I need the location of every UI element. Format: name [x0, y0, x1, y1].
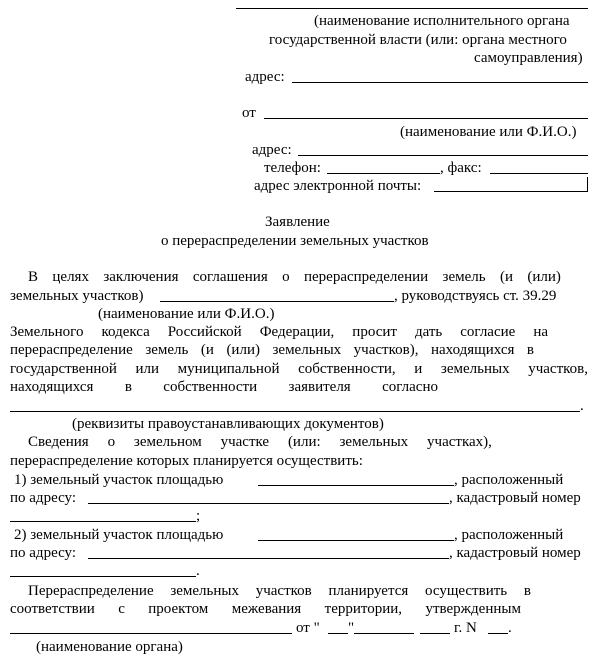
authority-caption-1: (наименование исполнительного органа: [314, 13, 570, 29]
address2-label: адрес:: [252, 142, 292, 158]
item2-end: .: [196, 563, 200, 579]
email-field[interactable]: [434, 191, 588, 192]
item1-address-field[interactable]: [88, 503, 449, 504]
p1-line2-start: земельных участков): [10, 288, 144, 304]
p3-from: от ": [296, 620, 320, 636]
item2-label: 2) земельный участок площадью: [14, 527, 224, 543]
p1-end-dot: .: [580, 398, 584, 414]
item1-address-label: по адресу:: [10, 490, 77, 506]
item2-address-label: по адресу:: [10, 545, 77, 561]
document-title: Заявление: [265, 214, 330, 230]
p2-line2: перераспределение которых планируется осуществить:: [10, 453, 363, 469]
phone-field[interactable]: [327, 173, 440, 174]
p2-line1: Сведения о земельном участке (или: земельных участках),: [28, 434, 492, 450]
authority-caption-3: самоуправления): [474, 50, 583, 66]
authority-name-line[interactable]: [236, 8, 588, 9]
fax-label: , факс:: [440, 160, 482, 176]
item1-label: 1) земельный участок площадью: [14, 472, 224, 488]
item1-cadastral-label: , кадастровый номер: [449, 490, 581, 506]
title-documents-caption: (реквизиты правоустанавливающих документов): [72, 416, 384, 432]
item2-area-field[interactable]: [258, 540, 454, 541]
email-label: адрес электронной почты:: [254, 178, 422, 194]
item2-cadastral-field[interactable]: [10, 576, 196, 577]
p3-line2: соответствии с проектом межевания территории, утвержденным: [10, 601, 521, 617]
from-field[interactable]: [264, 118, 588, 119]
applicant-name-field[interactable]: [160, 301, 394, 302]
p1-line3: Земельного кодекса Российской Федерации, просит дать согласие на: [10, 324, 548, 340]
item2-located: , расположенный: [454, 527, 564, 543]
date-month-field[interactable]: [354, 633, 414, 634]
email-field-end: [587, 177, 588, 191]
item1-cadastral-field[interactable]: [10, 521, 196, 522]
approving-body-caption: (наименование органа): [36, 639, 183, 655]
item1-end: ;: [196, 508, 201, 524]
p1-line4: перераспределение земель (и (или) земельных участков), находящихся в: [10, 342, 534, 358]
p1-line5: государственной или муниципальной собственности, и земельных участков,: [10, 361, 588, 377]
decision-number-field[interactable]: [488, 633, 508, 634]
from-label: от: [242, 105, 256, 121]
authority-caption-2: государственной власти (или: органа местного: [269, 32, 567, 48]
applicant-caption: (наименование или Ф.И.О.): [98, 306, 275, 322]
address2-field[interactable]: [298, 155, 588, 156]
date-year-field[interactable]: [420, 633, 450, 634]
address-field[interactable]: [292, 82, 588, 83]
approving-body-field[interactable]: [10, 633, 292, 634]
p3-quote: ": [348, 620, 355, 636]
p1-line2-end: , руководствуясь ст. 39.29: [394, 288, 557, 304]
p3-line1: Перераспределение земельных участков планируется осуществить в: [28, 583, 531, 599]
item2-address-field[interactable]: [88, 558, 449, 559]
address-label: адрес:: [245, 69, 285, 85]
p1-line1: В целях заключения соглашения о перераспределении земель (и (или): [28, 269, 561, 285]
item1-located: , расположенный: [454, 472, 564, 488]
p3-dot: .: [508, 620, 512, 636]
phone-label: телефон:: [264, 160, 321, 176]
p1-line6: находящихся в собственности заявителя согласно: [10, 379, 438, 395]
from-caption: (наименование или Ф.И.О.): [400, 124, 577, 140]
p3-year: г. N: [454, 620, 477, 636]
title-documents-field[interactable]: [10, 411, 580, 412]
item1-area-field[interactable]: [258, 485, 454, 486]
date-day-field[interactable]: [328, 633, 348, 634]
fax-field[interactable]: [490, 173, 588, 174]
document-subtitle: о перераспределении земельных участков: [161, 233, 429, 249]
item2-cadastral-label: , кадастровый номер: [449, 545, 581, 561]
